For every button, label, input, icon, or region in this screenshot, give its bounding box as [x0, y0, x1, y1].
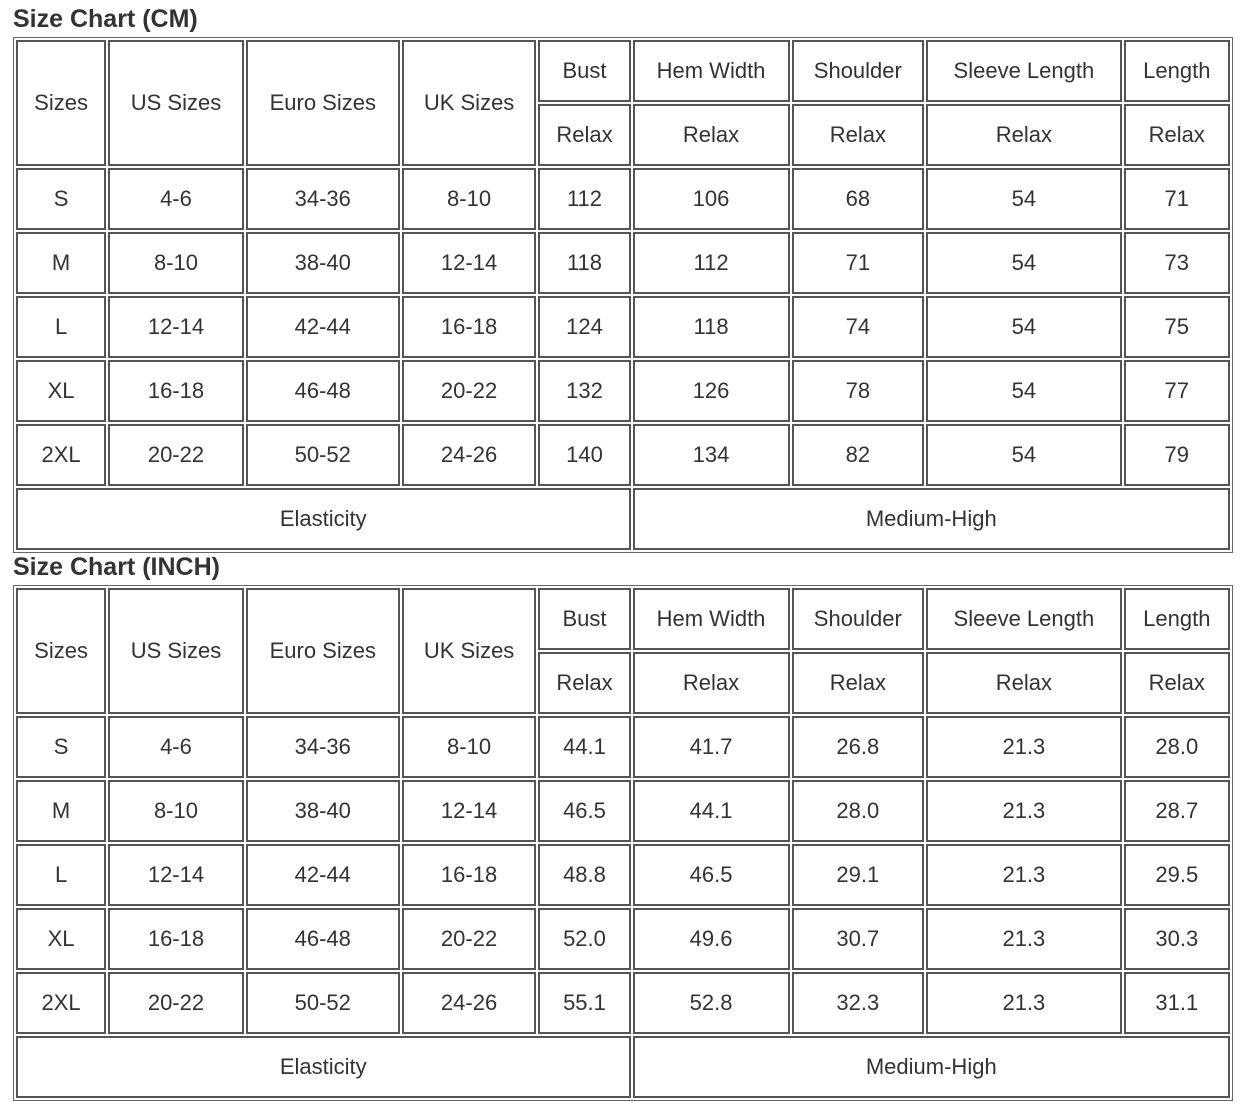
cell-length: 30.3	[1124, 908, 1230, 970]
cell-uk-size: 24-26	[402, 972, 537, 1034]
header-length: Length	[1124, 588, 1230, 650]
cell-bust: 132	[538, 360, 630, 422]
header-row	[16, 40, 1230, 102]
cell-size: 2XL	[16, 972, 106, 1034]
elasticity-label: Elasticity	[16, 488, 631, 550]
cell-length: 79	[1124, 424, 1230, 486]
header-sleeve-length: Sleeve Length	[926, 588, 1121, 650]
cell-shoulder: 26.8	[792, 716, 925, 778]
table-row	[16, 360, 1230, 422]
elasticity-row	[16, 1036, 1230, 1098]
cell-hem-width: 112	[633, 232, 790, 294]
fit-length: Relax	[1124, 104, 1230, 166]
header-length: Length	[1124, 40, 1230, 102]
fit-sleeve-length: Relax	[926, 652, 1121, 714]
cell-hem-width: 106	[633, 168, 790, 230]
cell-bust: 46.5	[538, 780, 630, 842]
cell-euro-size: 42-44	[246, 844, 400, 906]
header-uk-sizes: UK Sizes	[402, 588, 537, 714]
header-uk-sizes: UK Sizes	[402, 40, 537, 166]
header-us-sizes: US Sizes	[108, 588, 244, 714]
table-row	[16, 424, 1230, 486]
cell-sleeve-length: 54	[926, 296, 1121, 358]
fit-shoulder: Relax	[792, 652, 925, 714]
cell-uk-size: 16-18	[402, 296, 537, 358]
header-sleeve-length: Sleeve Length	[926, 40, 1121, 102]
cell-bust: 44.1	[538, 716, 630, 778]
cell-length: 28.0	[1124, 716, 1230, 778]
cell-size: XL	[16, 908, 106, 970]
size-chart-cm-title: Size Chart (CM)	[13, 5, 198, 33]
table-row	[16, 232, 1230, 294]
cell-length: 29.5	[1124, 844, 1230, 906]
fit-bust: Relax	[538, 104, 630, 166]
cell-shoulder: 29.1	[792, 844, 925, 906]
table-row	[16, 908, 1230, 970]
cell-us-size: 4-6	[108, 168, 244, 230]
cell-uk-size: 16-18	[402, 844, 537, 906]
header-bust: Bust	[538, 40, 630, 102]
cell-size: 2XL	[16, 424, 106, 486]
cell-shoulder: 82	[792, 424, 925, 486]
cell-sleeve-length: 54	[926, 168, 1121, 230]
cell-shoulder: 68	[792, 168, 925, 230]
table-row	[16, 716, 1230, 778]
header-hem-width: Hem Width	[633, 40, 790, 102]
cell-uk-size: 8-10	[402, 716, 537, 778]
cell-euro-size: 50-52	[246, 972, 400, 1034]
cell-sleeve-length: 21.3	[926, 780, 1121, 842]
cell-hem-width: 44.1	[633, 780, 790, 842]
cell-us-size: 8-10	[108, 780, 244, 842]
cell-shoulder: 78	[792, 360, 925, 422]
cell-uk-size: 20-22	[402, 360, 537, 422]
header-bust: Bust	[538, 588, 630, 650]
cell-sleeve-length: 21.3	[926, 972, 1121, 1034]
table-row	[16, 972, 1230, 1034]
cell-sleeve-length: 21.3	[926, 908, 1121, 970]
cell-length: 73	[1124, 232, 1230, 294]
cell-euro-size: 42-44	[246, 296, 400, 358]
table-row	[16, 780, 1230, 842]
cell-euro-size: 38-40	[246, 232, 400, 294]
cell-size: M	[16, 780, 106, 842]
table-row	[16, 844, 1230, 906]
cell-sleeve-length: 54	[926, 232, 1121, 294]
cell-hem-width: 52.8	[633, 972, 790, 1034]
cell-us-size: 20-22	[108, 424, 244, 486]
table-row	[16, 296, 1230, 358]
size-chart-cm-table	[13, 37, 1233, 553]
fit-sleeve-length: Relax	[926, 104, 1121, 166]
cell-bust: 140	[538, 424, 630, 486]
cell-bust: 48.8	[538, 844, 630, 906]
cell-hem-width: 118	[633, 296, 790, 358]
cell-us-size: 12-14	[108, 844, 244, 906]
cell-size: L	[16, 844, 106, 906]
cell-size: L	[16, 296, 106, 358]
fit-hem-width: Relax	[633, 104, 790, 166]
cell-hem-width: 41.7	[633, 716, 790, 778]
cell-hem-width: 126	[633, 360, 790, 422]
header-us-sizes: US Sizes	[108, 40, 244, 166]
cell-length: 31.1	[1124, 972, 1230, 1034]
cell-uk-size: 8-10	[402, 168, 537, 230]
header-hem-width: Hem Width	[633, 588, 790, 650]
cell-sleeve-length: 21.3	[926, 716, 1121, 778]
cell-uk-size: 12-14	[402, 780, 537, 842]
fit-bust: Relax	[538, 652, 630, 714]
cell-length: 75	[1124, 296, 1230, 358]
cell-uk-size: 24-26	[402, 424, 537, 486]
cell-size: M	[16, 232, 106, 294]
cell-bust: 124	[538, 296, 630, 358]
cell-length: 71	[1124, 168, 1230, 230]
cell-length: 77	[1124, 360, 1230, 422]
elasticity-label: Elasticity	[16, 1036, 631, 1098]
cell-shoulder: 32.3	[792, 972, 925, 1034]
cell-us-size: 16-18	[108, 908, 244, 970]
fit-shoulder: Relax	[792, 104, 925, 166]
cell-us-size: 12-14	[108, 296, 244, 358]
elasticity-row	[16, 488, 1230, 550]
cell-hem-width: 46.5	[633, 844, 790, 906]
header-sizes: Sizes	[16, 588, 106, 714]
cell-euro-size: 34-36	[246, 716, 400, 778]
elasticity-value: Medium-High	[633, 488, 1230, 550]
cell-sleeve-length: 54	[926, 424, 1121, 486]
cell-us-size: 8-10	[108, 232, 244, 294]
header-row	[16, 588, 1230, 650]
cell-uk-size: 12-14	[402, 232, 537, 294]
elasticity-value: Medium-High	[633, 1036, 1230, 1098]
cell-shoulder: 30.7	[792, 908, 925, 970]
cell-bust: 55.1	[538, 972, 630, 1034]
cell-bust: 118	[538, 232, 630, 294]
cell-euro-size: 46-48	[246, 908, 400, 970]
header-shoulder: Shoulder	[792, 588, 925, 650]
cell-hem-width: 134	[633, 424, 790, 486]
cell-sleeve-length: 54	[926, 360, 1121, 422]
cell-hem-width: 49.6	[633, 908, 790, 970]
cell-us-size: 20-22	[108, 972, 244, 1034]
header-shoulder: Shoulder	[792, 40, 925, 102]
size-chart-inch-title: Size Chart (INCH)	[13, 553, 220, 581]
cell-euro-size: 50-52	[246, 424, 400, 486]
cell-sleeve-length: 21.3	[926, 844, 1121, 906]
cell-us-size: 4-6	[108, 716, 244, 778]
cell-euro-size: 38-40	[246, 780, 400, 842]
size-chart-inch-table	[13, 585, 1233, 1101]
cell-euro-size: 34-36	[246, 168, 400, 230]
header-sizes: Sizes	[16, 40, 106, 166]
cell-shoulder: 74	[792, 296, 925, 358]
cell-bust: 112	[538, 168, 630, 230]
cell-uk-size: 20-22	[402, 908, 537, 970]
header-euro-sizes: Euro Sizes	[246, 588, 400, 714]
cell-bust: 52.0	[538, 908, 630, 970]
cell-length: 28.7	[1124, 780, 1230, 842]
cell-shoulder: 28.0	[792, 780, 925, 842]
cell-size: S	[16, 716, 106, 778]
fit-hem-width: Relax	[633, 652, 790, 714]
cell-shoulder: 71	[792, 232, 925, 294]
cell-us-size: 16-18	[108, 360, 244, 422]
header-euro-sizes: Euro Sizes	[246, 40, 400, 166]
fit-length: Relax	[1124, 652, 1230, 714]
table-row	[16, 168, 1230, 230]
cell-size: XL	[16, 360, 106, 422]
cell-euro-size: 46-48	[246, 360, 400, 422]
cell-size: S	[16, 168, 106, 230]
